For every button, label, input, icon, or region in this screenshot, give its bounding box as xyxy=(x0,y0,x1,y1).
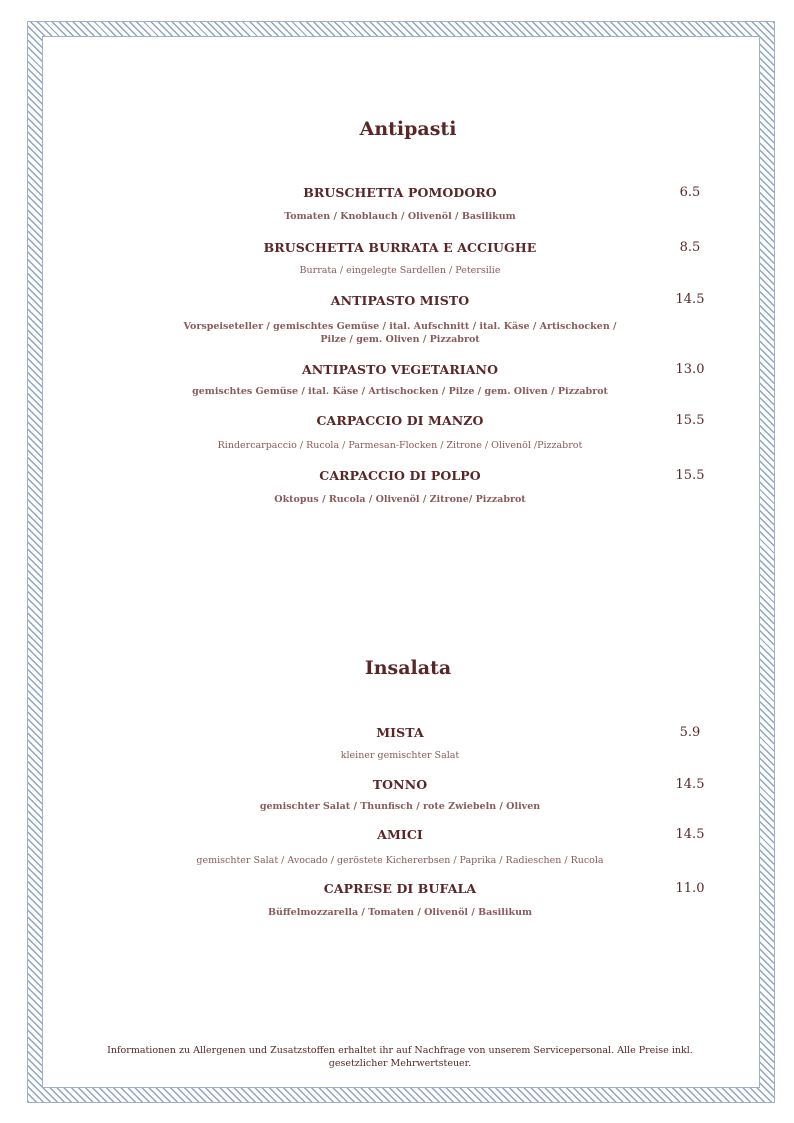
allergen-footer-note: Informationen zu Allergenen und Zusatzstoffen erhaltet ihr auf Nachfrage von unserem Servicepersonal. Alle Preise inkl. gesetzlicher Mehrwertsteuer. xyxy=(107,1044,693,1069)
menu-item-description: gemischtes Gemüse / ital. Käse / Artischocken / Pilze / gem. Oliven / Pizzabrot xyxy=(192,386,608,397)
menu-item-name: CARPACCIO DI POLPO xyxy=(319,468,481,483)
menu-item-description: Tomaten / Knoblauch / Olivenöl / Basilikum xyxy=(284,211,516,222)
menu-item-price: 5.9 xyxy=(679,725,701,740)
menu-item-description: Oktopus / Rucola / Olivenöl / Zitrone/ Pizzabrot xyxy=(274,494,526,505)
menu-item-price: 15.5 xyxy=(675,413,705,428)
menu-item-description: Rindercarpaccio / Rucola / Parmesan-Flocken / Zitrone / Olivenöl /Pizzabrot xyxy=(217,440,583,451)
menu-item-name: BRUSCHETTA BURRATA E ACCIUGHE xyxy=(263,240,537,255)
menu-item-price: 6.5 xyxy=(679,185,701,200)
menu-item-description: Vorspeiseteller / gemischtes Gemüse / ital. Aufschnitt / ital. Käse / Artischocken / Pilze / gem. Oliven / Pizzabrot xyxy=(183,321,617,345)
menu-item-price: 13.0 xyxy=(675,362,705,377)
menu-item-price: 11.0 xyxy=(675,881,705,896)
section-title-insalata: Insalata xyxy=(364,657,452,679)
menu-item-price: 14.5 xyxy=(675,827,705,842)
menu-item-name: ANTIPASTO VEGETARIANO xyxy=(301,362,499,377)
menu-item-name: CAPRESE DI BUFALA xyxy=(323,881,477,896)
menu-item-price: 14.5 xyxy=(675,777,705,792)
menu-item-name: TONNO xyxy=(372,777,428,792)
menu-item-description: Büffelmozzarella / Tomaten / Olivenöl / Basilikum xyxy=(267,907,533,918)
menu-item-price: 14.5 xyxy=(675,292,705,307)
menu-item-description: gemischter Salat / Avocado / geröstete Kichererbsen / Paprika / Radieschen / Rucola xyxy=(196,855,604,866)
menu-item-description: Burrata / eingelegte Sardellen / Petersilie xyxy=(299,265,501,276)
menu-item-name: AMICI xyxy=(377,827,423,842)
menu-item-name: CARPACCIO DI MANZO xyxy=(316,413,484,428)
menu-item-price: 8.5 xyxy=(679,240,701,255)
menu-item-name: ANTIPASTO MISTO xyxy=(330,293,470,308)
menu-item-name: BRUSCHETTA POMODORO xyxy=(303,185,497,200)
menu-item-price: 15.5 xyxy=(675,468,705,483)
menu-item-description: gemischter Salat / Thunfisch / rote Zwiebeln / Oliven xyxy=(259,801,541,812)
menu-item-description: kleiner gemischter Salat xyxy=(340,750,460,761)
section-title-antipasti: Antipasti xyxy=(359,118,457,140)
menu-item-name: MISTA xyxy=(376,725,424,740)
